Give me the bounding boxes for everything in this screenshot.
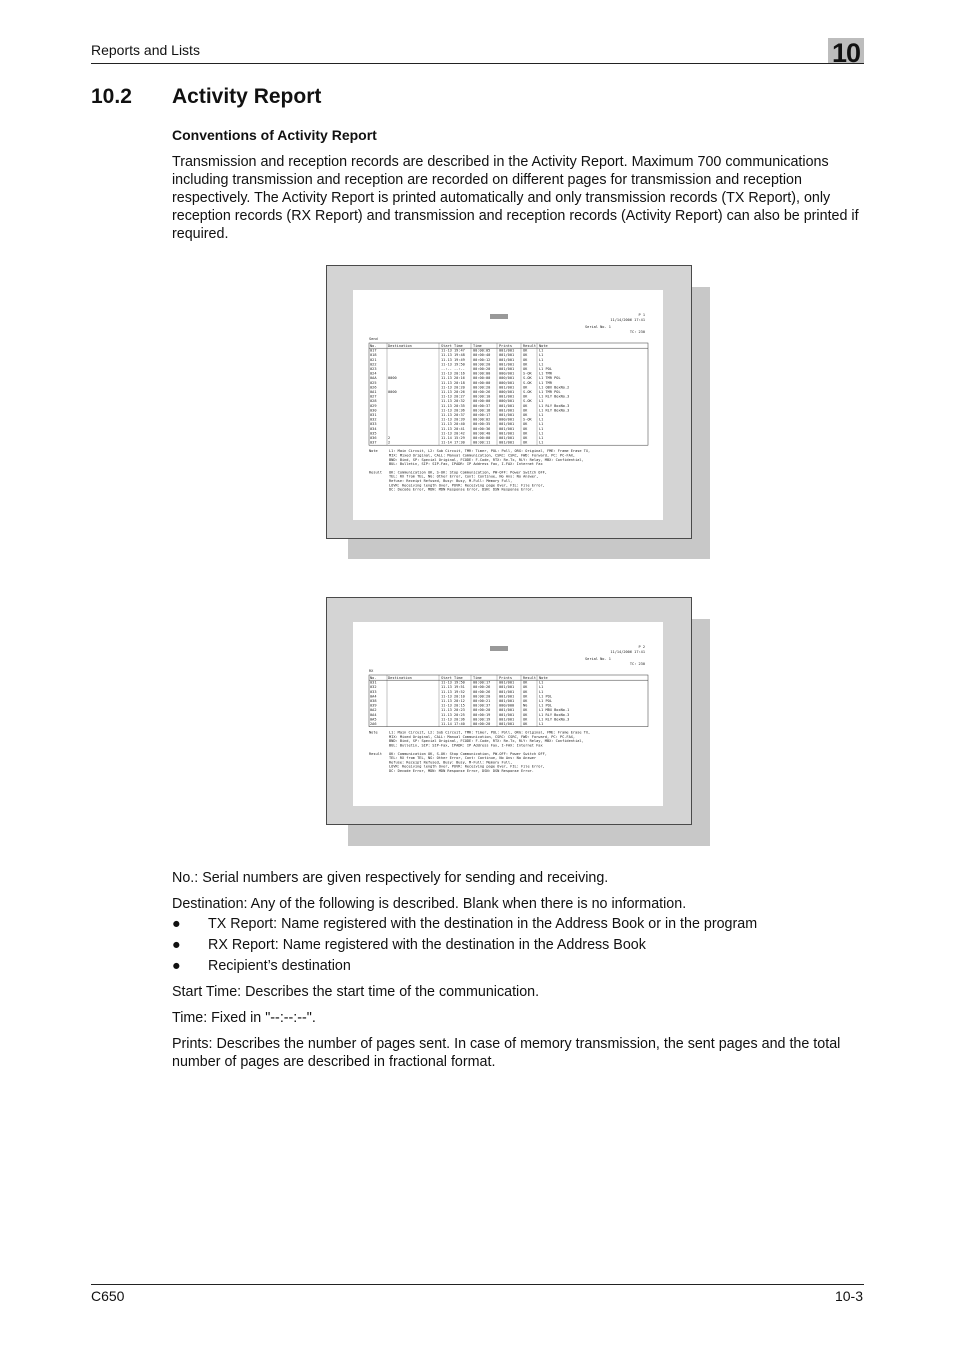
- table-cell: 2: [388, 440, 391, 445]
- report-date: 11/14/2006 17:41: [610, 650, 645, 654]
- table-cell: L1: [539, 722, 544, 726]
- table-cell: 00:00:18: [473, 408, 491, 413]
- table-cell: 026: [370, 385, 377, 390]
- table-cell: 00:00:19: [473, 717, 491, 722]
- table-cell: 000/001: [499, 417, 515, 422]
- table-cell: L1 TMR: [539, 380, 552, 385]
- column-header: Result: [523, 675, 536, 680]
- note-label: Note: [369, 730, 378, 735]
- table-cell: OK: [523, 708, 528, 713]
- table-cell: 11-13 20:16: [441, 376, 465, 381]
- table-cell: 000/001: [499, 380, 515, 385]
- table-cell: L1 TMR POL: [539, 390, 561, 394]
- table-cell: 027: [370, 394, 377, 399]
- table-cell: 00:00:19: [473, 712, 491, 717]
- table-cell: 00:00:10: [473, 394, 491, 399]
- send-report-preview: [353, 290, 663, 520]
- table-cell: 11-13 20:39: [441, 417, 465, 422]
- table-cell: 11-13 20:40: [441, 422, 465, 427]
- table-cell: 11-14 15:29: [441, 436, 465, 440]
- table-cell: L1: [539, 431, 544, 436]
- destination-description: Destination: Any of the following is described. Blank when there is no information.: [172, 896, 687, 912]
- table-cell: 035: [370, 431, 377, 436]
- table-cell: OK: [523, 712, 528, 717]
- column-header: Prints: [499, 343, 512, 348]
- column-header: Note: [539, 675, 548, 680]
- table-cell: OK: [523, 413, 528, 417]
- table-cell: 032: [370, 685, 377, 690]
- table-cell: L1 RLY BoxNo.3: [539, 717, 570, 722]
- table-cell: 029: [370, 403, 377, 408]
- table-cell: L1: [539, 417, 544, 422]
- report-section-label: RX: [369, 669, 374, 673]
- page-label: P 1: [638, 313, 645, 317]
- table-cell: 000/001: [499, 390, 515, 394]
- table-cell: 00:00:05: [473, 348, 491, 353]
- prints-description: Prints: Describes the number of pages sent. In case of memory transmission, the sent pages and the total number of pages are described in fractional format.: [172, 1036, 841, 1070]
- table-cell: 00:00:00: [473, 399, 491, 404]
- table-cell: 00:00:00: [473, 371, 491, 376]
- table-cell: OK: [523, 362, 528, 367]
- result-line: LOVR: Receiving length Over, POVR: Receiving page Over, FIL: File Error,: [389, 483, 545, 488]
- column-header: Result: [523, 343, 536, 348]
- table-cell: 00:00:20: [473, 694, 491, 699]
- table-cell: OK: [523, 348, 528, 353]
- table-cell: 030: [370, 408, 377, 413]
- table-cell: 001/001: [499, 440, 515, 445]
- table-cell: 11-13 20:12: [441, 699, 465, 703]
- table-cell: 001/001: [499, 708, 515, 713]
- note-line: L1: Main Circuit, L2: Sub Circuit, TMR: Timer, POL: Poll, ORG: Original, FME: Frame Erase TX,: [389, 449, 591, 454]
- result-line: TEL: RX from TEL, NG: Other Error, Cont: Continue, No Ans: No Answer: [389, 756, 537, 761]
- table-cell: L1 POL: [539, 694, 552, 699]
- result-line: DC: Decode Error, MDN: MDN Response Error, DSN: DSN Response Error.: [389, 487, 534, 492]
- table-cell: 00:00:36: [473, 426, 491, 431]
- table-cell: OK: [523, 436, 528, 440]
- table-cell: 11-13 20:37: [441, 413, 465, 417]
- note-line: MIX: Mixed Original, CALL: Manual Communication, CSRC: CSRC, FWD: Forward, PC: PC-FAX,: [389, 453, 576, 458]
- table-cell: 001/001: [499, 685, 515, 690]
- table-cell: 2A6: [370, 722, 377, 726]
- table-cell: S-OK: [523, 399, 532, 404]
- table-cell: 031: [370, 680, 377, 685]
- column-header: Time: [473, 675, 482, 680]
- table-cell: 017: [370, 348, 377, 353]
- table-cell: 00:00:26: [473, 689, 491, 694]
- table-cell: NG: [523, 703, 528, 708]
- table-cell: 11-14 17:40: [441, 722, 465, 726]
- table-cell: 001/001: [499, 394, 515, 399]
- table-cell: 00:00:02: [473, 417, 491, 422]
- table-cell: L1 RLY BoxNo.3: [539, 403, 570, 408]
- table-cell: 001/001: [499, 431, 515, 436]
- table-cell: 11-13 20:25: [441, 712, 465, 717]
- table-cell: 000/000: [499, 703, 515, 708]
- table-cell: 001/001: [499, 694, 515, 699]
- table-cell: OK: [523, 431, 528, 436]
- table-cell: OK: [523, 367, 528, 371]
- table-cell: 033: [370, 689, 377, 694]
- table-cell: 00:00:20: [473, 722, 491, 726]
- table-cell: L1: [539, 362, 544, 367]
- table-cell: 0000: [388, 376, 397, 381]
- table-cell: 037: [370, 440, 377, 445]
- result-line: DC: Decode Error, MDN: MDN Response Error, DSN: DSN Response Error.: [389, 769, 534, 773]
- table-cell: 11-13 20:10: [441, 694, 465, 699]
- table-cell: L1 RLY BoxNo.3: [539, 712, 570, 717]
- table-cell: 032: [370, 417, 377, 422]
- table-cell: 0A1: [370, 390, 377, 394]
- table-cell: L1 POL: [539, 367, 552, 371]
- list-item-text: RX Report: Name registered with the destination in the Address Book: [208, 937, 646, 953]
- table-cell: L1: [539, 680, 544, 685]
- result-label: Result: [369, 751, 382, 756]
- table-cell: L1: [539, 357, 544, 362]
- tc-count: TC: 230: [629, 662, 645, 666]
- table-cell: 001/001: [499, 385, 515, 390]
- table-cell: 00:00:35: [473, 422, 491, 427]
- note-line: BUL: Bulletin, SIP: SIP-Fax, IPADR: IP Address Fax, I-FAX: Internet Fax: [389, 743, 543, 748]
- table-cell: 11-13 19:50: [441, 362, 465, 367]
- list-item-text: Recipient’s destination: [208, 958, 351, 974]
- table-cell: L1: [539, 440, 544, 445]
- table-cell: 00:00:40: [473, 431, 491, 436]
- table-cell: 00:00:26: [473, 685, 491, 690]
- column-header: Prints: [499, 675, 512, 680]
- table-cell: 00:00:20: [473, 385, 491, 390]
- table-cell: 038: [370, 699, 377, 703]
- table-cell: OK: [523, 694, 528, 699]
- table-cell: 001/001: [499, 712, 515, 717]
- table-cell: 001/001: [499, 680, 515, 685]
- column-header: Destination: [388, 675, 412, 680]
- table-cell: 00:00:37: [473, 703, 491, 708]
- table-cell: 001/001: [499, 357, 515, 362]
- table-cell: 0AA: [370, 376, 377, 381]
- column-header: Note: [539, 343, 548, 348]
- note-line: BND: Bind, SP: Special Original, FCODE: F-Code, RTX: Re-Tx, RLY: Relay, MBX: Confidential,: [389, 739, 584, 744]
- table-cell: L1: [539, 353, 544, 358]
- logo-mark: [490, 314, 508, 319]
- intro-paragraph: Transmission and reception records are described in the Activity Report. Maximum 700 communications including transmission and reception are recorded on different pages for transmission and reception respectively. The Activity Report is printed automatically and only transmission records (TX Report), only reception records (RX Report) and transmission and reception records (Activity Report) can also be printed if required.: [172, 154, 859, 242]
- table-cell: 033: [370, 422, 377, 427]
- table-cell: 018: [370, 353, 377, 358]
- table-cell: 000/001: [499, 376, 515, 381]
- table-cell: 11-13 19:48: [441, 353, 465, 358]
- table-cell: 001/001: [499, 403, 515, 408]
- serial-number: Serial No. 1: [585, 657, 611, 661]
- table-cell: L1: [539, 685, 544, 690]
- result-line: TEL: RX from TEL, NG: Other Error, Cont: Continue, No Ans: No Answer,: [389, 474, 539, 479]
- table-cell: S-OK: [523, 390, 532, 394]
- table-cell: 022: [370, 362, 377, 367]
- table-cell: OK: [523, 685, 528, 690]
- table-cell: OK: [523, 357, 528, 362]
- table-cell: 11-13 20:36: [441, 408, 465, 413]
- time-description: Time: Fixed in "--:--:--".: [172, 1010, 316, 1026]
- table-cell: L1: [539, 422, 544, 427]
- table-cell: L1: [539, 436, 544, 440]
- subheading: Conventions of Activity Report: [172, 127, 377, 143]
- table-cell: 11-13 20:32: [441, 399, 465, 404]
- page-label: P 2: [638, 645, 645, 649]
- rx-report-preview: [353, 622, 663, 806]
- note-line: BND: Bind, SP: Special Original, FCODE: F-Code, RTX: Re-Tx, RLY: Relay, MBX: Confidential,: [389, 457, 584, 462]
- result-line: Refuse: Receipt Refused, Busy: Busy, M-Full: Memory Full,: [389, 760, 513, 765]
- table-cell: L1 POL: [539, 703, 552, 708]
- table-cell: OK: [523, 394, 528, 399]
- table-cell: OK: [523, 403, 528, 408]
- column-header: Time: [473, 343, 482, 348]
- table-cell: 00:00:17: [473, 680, 491, 685]
- table-cell: L1: [539, 413, 544, 417]
- footer-model: C650: [91, 1288, 125, 1304]
- column-header: No.: [370, 343, 377, 348]
- result-line: OK: Communication OK, S-OK: Stop Communication, PW-OFF: Power Switch OFF,: [389, 470, 547, 475]
- header-rule: [91, 63, 864, 64]
- table-cell: 028: [370, 399, 377, 404]
- footer-page-number: 10-3: [834, 1288, 863, 1304]
- table-cell: OK: [523, 422, 528, 427]
- table-cell: OK: [523, 699, 528, 703]
- table-cell: 11-13 20:42: [441, 431, 465, 436]
- table-cell: 036: [370, 436, 377, 440]
- table-cell: L1 RLY BoxNo.3: [539, 394, 570, 399]
- bullet-icon: ●: [172, 937, 181, 953]
- report-page-image: [353, 290, 663, 520]
- table-cell: 11-13 19:52: [441, 689, 465, 694]
- table-cell: 2: [388, 436, 391, 440]
- column-header: No.: [370, 675, 377, 680]
- table-cell: 001/001: [499, 689, 515, 694]
- table-cell: 0A4: [370, 712, 377, 717]
- table-cell: 039: [370, 703, 377, 708]
- table-cell: 11-13 19:47: [441, 348, 465, 353]
- table-cell: 11-13 19:49: [441, 357, 465, 362]
- table-cell: 00:00:00: [473, 436, 491, 440]
- footer-rule: [91, 1284, 864, 1285]
- table-cell: 001/001: [499, 722, 515, 726]
- table-cell: OK: [523, 717, 528, 722]
- table-cell: 000/001: [499, 399, 515, 404]
- table-cell: 001/001: [499, 426, 515, 431]
- table-cell: 001/001: [499, 436, 515, 440]
- table-cell: 11-13 20:36: [441, 717, 465, 722]
- table-cell: 001/001: [499, 717, 515, 722]
- logo-mark: [490, 646, 508, 651]
- table-cell: 11-13 20:26: [441, 390, 465, 394]
- table-cell: OK: [523, 722, 528, 726]
- note-line: L1: Main Circuit, L2: Sub Circuit, TMR: Timer, POL: Poll, ORG: Original, FME: Frame Erase TX,: [389, 730, 591, 735]
- table-cell: L1 POL: [539, 699, 552, 703]
- bullet-icon: ●: [172, 958, 181, 974]
- table-cell: 001/001: [499, 408, 515, 413]
- section-title: Activity Report: [172, 85, 322, 108]
- table-cell: 00:00:20: [473, 362, 491, 367]
- table-cell: 00:00:00: [473, 376, 491, 381]
- table-cell: 00:00:40: [473, 353, 491, 358]
- rx-report-figure: [326, 597, 692, 825]
- table-cell: L1: [539, 426, 544, 431]
- table-cell: 11-13 20:35: [441, 403, 465, 408]
- report-date: 11/14/2006 17:41: [610, 318, 645, 322]
- section-number: 10.2: [91, 85, 132, 108]
- result-line: OK: Communication OK, S-OK: Stop Communication, PW-OFF: Power Switch OFF,: [389, 751, 547, 756]
- header-section-title: Reports and Lists: [91, 42, 200, 58]
- note-label: Note: [369, 449, 378, 454]
- table-cell: S-OK: [523, 376, 532, 381]
- table-cell: 031: [370, 413, 377, 417]
- table-cell: 00:00:00: [473, 380, 491, 385]
- table-cell: 0A5: [370, 717, 377, 722]
- table-cell: 0A4: [370, 694, 377, 699]
- table-cell: 11-13 20:18: [441, 380, 465, 385]
- table-cell: OK: [523, 440, 528, 445]
- report-page-image: [353, 622, 663, 806]
- table-cell: 001/001: [499, 413, 515, 417]
- table-cell: 00:00:20: [473, 367, 491, 371]
- table-cell: 021: [370, 357, 377, 362]
- table-cell: 00:00:17: [473, 413, 491, 417]
- table-cell: 000/001: [499, 371, 515, 376]
- table-cell: L1 MBX BoxNo.1: [539, 708, 570, 713]
- table-cell: S-OK: [523, 380, 532, 385]
- table-cell: 001/001: [499, 699, 515, 703]
- table-cell: 001/001: [499, 353, 515, 358]
- start-time-description: Start Time: Describes the start time of the communication.: [172, 984, 540, 1000]
- table-cell: 024: [370, 371, 377, 376]
- serial-number: Serial No. 1: [585, 325, 611, 329]
- result-line: LOVR: Receiving length Over, POVR: Receiving page Over, FIL: File Error,: [389, 764, 545, 769]
- note-line: BUL: Bulletin, SIP: SIP-Fax, IPADR: IP Address Fax, I-FAX: Internet Fax: [389, 462, 543, 467]
- table-cell: 11-14 17:30: [441, 440, 465, 445]
- table-cell: L1: [539, 689, 544, 694]
- tc-count: TC: 230: [629, 330, 645, 334]
- table-cell: 034: [370, 426, 377, 431]
- table-cell: 11-13 20:27: [441, 394, 465, 399]
- bullet-icon: ●: [172, 916, 181, 932]
- table-cell: 00:00:37: [473, 403, 491, 408]
- table-cell: 0A2: [370, 708, 377, 713]
- result-line: Refuse: Receipt Refused, Busy: Busy, M-Full: Memory Full,: [389, 479, 513, 483]
- table-cell: S-OK: [523, 371, 532, 376]
- column-header: Destination: [388, 343, 412, 348]
- table-cell: 11-13 20:20: [441, 385, 465, 390]
- table-cell: OK: [523, 680, 528, 685]
- table-cell: 11-13 19:51: [441, 685, 465, 690]
- table-cell: 00:00:12: [473, 357, 491, 362]
- table-cell: 023: [370, 367, 377, 371]
- table-cell: 11-13 20:15: [441, 703, 465, 708]
- result-label: Result: [369, 470, 382, 475]
- table-cell: --:-- --:--: [441, 367, 465, 371]
- table-cell: 001/001: [499, 367, 515, 371]
- column-header: Start Time: [441, 675, 463, 680]
- table-cell: L1: [539, 399, 544, 404]
- table-cell: 001/001: [499, 362, 515, 367]
- table-cell: 11-13 20:23: [441, 708, 465, 713]
- table-cell: 11-13 19:50: [441, 680, 465, 685]
- table-cell: 11-13 20:16: [441, 371, 465, 376]
- table-cell: 0000: [388, 390, 397, 394]
- table-cell: OK: [523, 385, 528, 390]
- table-cell: L1 RLY BoxNo.3: [539, 408, 570, 413]
- table-cell: 00:00:11: [473, 440, 491, 445]
- table-cell: 025: [370, 380, 377, 385]
- table-cell: 11-13 20:41: [441, 426, 465, 431]
- note-line: MIX: Mixed Original, CALL: Manual Communication, CSRC: CSRC, FWD: Forward, PC: PC-FAX,: [389, 734, 576, 739]
- table-cell: OK: [523, 689, 528, 694]
- table-cell: 00:00:26: [473, 390, 491, 394]
- table-cell: OK: [523, 426, 528, 431]
- table-cell: S-OK: [523, 417, 532, 422]
- table-cell: 00:00:21: [473, 699, 491, 703]
- column-header: Start Time: [441, 343, 463, 348]
- report-section-label: Send: [369, 337, 378, 341]
- table-cell: L1: [539, 348, 544, 353]
- no-description: No.: Serial numbers are given respectively for sending and receiving.: [172, 870, 609, 886]
- table-cell: 001/001: [499, 422, 515, 427]
- table-cell: 00:00:20: [473, 708, 491, 713]
- table-cell: L1 TMR POL: [539, 376, 561, 381]
- table-cell: OK: [523, 408, 528, 413]
- activity-report-figure: [326, 265, 692, 539]
- table-cell: L1 OBX BoxNo.2: [539, 385, 570, 390]
- table-cell: 001/001: [499, 348, 515, 353]
- chapter-number-badge: 10: [828, 38, 864, 64]
- table-cell: L1 TMR: [539, 371, 552, 376]
- table-cell: OK: [523, 353, 528, 358]
- list-item-text: TX Report: Name registered with the destination in the Address Book or in the program: [208, 916, 758, 932]
